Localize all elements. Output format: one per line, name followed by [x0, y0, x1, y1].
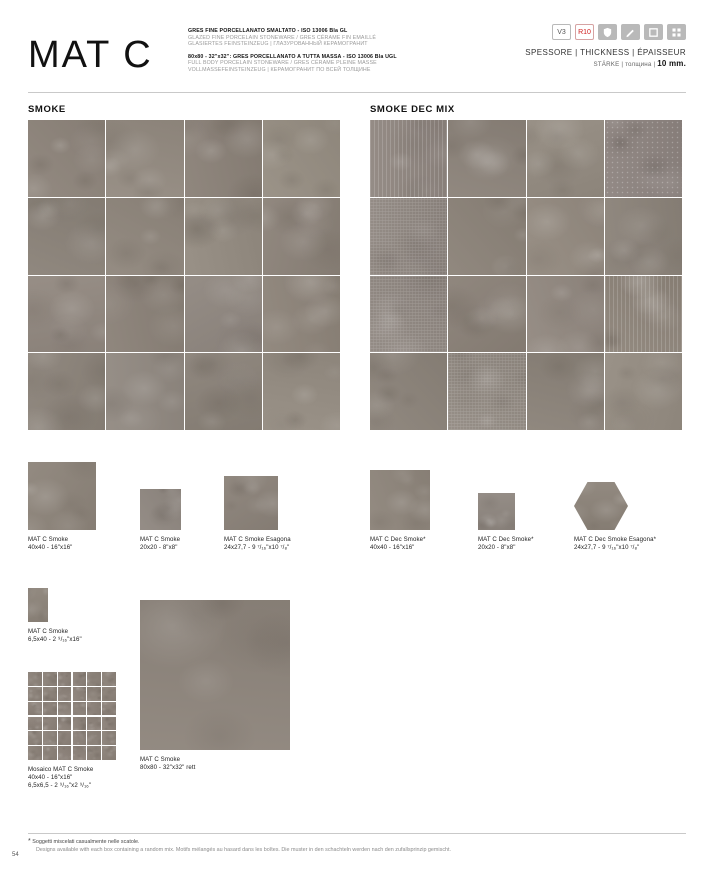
- sample-item: [574, 482, 656, 552]
- footnote-line-1: Soggetti miscelati casualmente nelle scatole.: [32, 839, 140, 846]
- tile-smoke: [106, 276, 183, 353]
- tile-smoke-dec: [448, 353, 525, 430]
- mosaic-cell: [102, 731, 116, 745]
- mosaic-cell: [28, 717, 42, 731]
- tile-smoke-dec: [527, 276, 604, 353]
- sample-name: MAT C Dec Smoke Esagona*: [574, 536, 657, 543]
- mosaic-cell: [87, 687, 101, 701]
- sample-swatch: [370, 470, 430, 530]
- badge-v3: V3: [552, 24, 571, 40]
- mosaic-cell: [58, 717, 72, 731]
- sample-size: 6,5x40 - 2 ⁹/₁₆"x16": [28, 636, 82, 644]
- tile-smoke: [28, 120, 105, 197]
- tile-smoke-dec: [605, 276, 682, 353]
- sample-item: [478, 493, 534, 552]
- mosaic-cell: [73, 731, 87, 745]
- mosaic-cell: [73, 687, 87, 701]
- page-footer: [28, 833, 686, 854]
- sample-size: 24x27,7 - 9 ⁷/₁₆"x10 ⁷/₈": [574, 544, 640, 552]
- mosaic-cell: [43, 717, 57, 731]
- sample-caption: [478, 536, 534, 552]
- tile-smoke: [263, 276, 340, 353]
- tile-smoke-dec: [448, 276, 525, 353]
- mosaic-cell: [43, 672, 57, 686]
- thickness-value: 10 mm.: [657, 59, 686, 68]
- page-number: 54: [12, 852, 19, 858]
- mosaic-cell: [73, 746, 87, 760]
- footer-divider: [28, 833, 686, 834]
- mosaic-cell: [87, 672, 101, 686]
- tile-smoke-dec: [527, 353, 604, 430]
- mosaic-cell: [43, 746, 57, 760]
- sample-name: MAT C Smoke: [28, 628, 69, 635]
- tile-smoke-dec: [370, 120, 447, 197]
- mosaic-cell: [58, 746, 72, 760]
- sample-item: [224, 476, 291, 552]
- tile-smoke: [185, 353, 262, 430]
- mosaic-cell: [87, 702, 101, 716]
- mosaic-cell: [73, 717, 87, 731]
- tile-smoke: [263, 198, 340, 275]
- spec2-line-3: VOLLMASSEFEINSTEINZEUG | КЕРАМОГРАНИТ ПО ВСЕЙ ТОЛЩИНЕ: [188, 66, 371, 73]
- sample-swatch: [140, 489, 181, 530]
- spec-line-3: GLASIERTES FEINSTEINZEUG | ГЛАЗУРОВАННЫЙ КЕРАМОГРАНИТ: [188, 41, 368, 48]
- sample-swatch: [574, 482, 628, 530]
- mosaic-cell: [58, 731, 72, 745]
- mosaic-cell: [43, 702, 57, 716]
- sample-item: [28, 462, 96, 552]
- mosaic-cell: [102, 746, 116, 760]
- page-header: [28, 24, 686, 88]
- tile-smoke-dec: [370, 353, 447, 430]
- mosaic-cell: [102, 717, 116, 731]
- sample-size: 40x40 - 16"x16": [370, 544, 415, 552]
- thickness-label-2: STÄRKE | толщина |: [593, 61, 656, 68]
- header-divider: [28, 92, 686, 93]
- panel-smoke-dec-mix: [370, 120, 682, 430]
- grid-icon: [667, 24, 686, 40]
- tile-smoke: [263, 120, 340, 197]
- pen-icon: [621, 24, 640, 40]
- tile-smoke: [263, 353, 340, 430]
- mosaic-cell: [102, 672, 116, 686]
- section-title-smoke-dec-mix: SMOKE DEC MIX: [370, 104, 455, 115]
- tile-smoke: [106, 198, 183, 275]
- sample-swatch: [28, 588, 48, 622]
- tile-smoke-dec: [448, 198, 525, 275]
- sample-size-sub: 6,5x6,5 - 2 ⁹/₁₆"x2 ⁹/₁₆": [28, 782, 92, 790]
- sample-item: [28, 588, 82, 644]
- tile-smoke: [185, 276, 262, 353]
- mosaic-cell: [58, 687, 72, 701]
- mosaic-cell: [102, 702, 116, 716]
- sample-size: 24x27,7 - 9 ⁷/₁₆"x10 ⁷/₈": [224, 544, 290, 552]
- spec-line-1: GRES FINE PORCELLANATO SMALTATO - ISO 13006 Bla GL: [188, 28, 348, 34]
- sample-caption: [574, 536, 656, 552]
- mosaic-cell: [73, 672, 87, 686]
- sample-swatch: [478, 493, 515, 530]
- section-title-smoke: SMOKE: [28, 104, 66, 115]
- tile-smoke: [106, 353, 183, 430]
- samples-row-2: [28, 588, 428, 798]
- certification-badges: [552, 24, 686, 40]
- sample-size: 40x40 - 16"x16": [28, 774, 73, 782]
- tile-smoke-dec: [605, 198, 682, 275]
- mosaic-cell: [43, 731, 57, 745]
- panel-smoke: [28, 120, 340, 430]
- mosaic-cell: [58, 702, 72, 716]
- tile-smoke: [185, 198, 262, 275]
- mosaic-cell: [87, 731, 101, 745]
- sample-item: [140, 600, 290, 772]
- sample-name: MAT C Smoke: [140, 536, 181, 543]
- sample-size: 80x80 - 32"x32" rett: [140, 764, 196, 772]
- mosaic-cell: [87, 717, 101, 731]
- spec2-line-2: FULL BODY PORCELAIN STONEWARE / GRES CÉRAME PLEINE MASSE: [188, 60, 377, 67]
- square-icon: [644, 24, 663, 40]
- tile-smoke-dec: [527, 120, 604, 197]
- sample-name: Mosaico MAT C Smoke: [28, 766, 94, 773]
- sample-name: MAT C Smoke: [140, 756, 181, 763]
- mosaic-cell: [87, 746, 101, 760]
- tile-smoke: [185, 120, 262, 197]
- sample-swatch: [28, 672, 116, 760]
- shield-icon: [598, 24, 617, 40]
- spec2-line-1: 80x80 - 32"x32": GRES PORCELLANATO A TUTTA MASSA - ISO 13006 Bla UGL: [188, 53, 397, 60]
- mosaic-cell: [73, 702, 87, 716]
- sample-name: MAT C Dec Smoke*: [478, 536, 534, 543]
- mosaic-cell: [43, 687, 57, 701]
- sample-caption: [28, 766, 116, 791]
- page-title: MAT C: [28, 34, 153, 76]
- sample-item: [140, 489, 181, 552]
- mosaic-cell: [58, 672, 72, 686]
- footnote-star: *: [28, 838, 31, 846]
- tile-smoke-dec: [605, 353, 682, 430]
- sample-name: MAT C Smoke Esagona: [224, 536, 291, 543]
- tile-smoke-dec: [370, 198, 447, 275]
- sample-caption: [224, 536, 291, 552]
- sample-caption: [140, 756, 290, 772]
- sample-size: 40x40 - 16"x16": [28, 544, 73, 552]
- mosaic-cell: [28, 672, 42, 686]
- sample-caption: [28, 628, 82, 644]
- sample-caption: [28, 536, 96, 552]
- thickness-label: SPESSORE | THICKNESS | ÉPAISSEUR: [525, 48, 686, 57]
- sample-caption: [140, 536, 181, 552]
- sample-item: [28, 672, 116, 791]
- spec-line-2: GLAZED FINE PORCELAIN STONEWARE / GRES CÉRAME FIN EMAILLÉ: [188, 34, 377, 41]
- sample-caption: [370, 536, 430, 552]
- thickness-block: [525, 48, 686, 68]
- tile-smoke: [28, 276, 105, 353]
- samples-row-1: [28, 452, 688, 572]
- badge-r10: R10: [575, 24, 594, 40]
- footnote-line-2: Designs available with each box containing a random mix. Motifs mélangés au hasard dans les boîtes. Die muster in den schachteln werden nach den zufallsprinzip gemischt.: [36, 846, 452, 853]
- mosaic-cell: [102, 687, 116, 701]
- sample-swatch: [140, 600, 290, 750]
- sample-item: [370, 470, 430, 552]
- tile-smoke: [106, 120, 183, 197]
- tile-smoke-dec: [605, 120, 682, 197]
- sample-name: MAT C Dec Smoke*: [370, 536, 426, 543]
- sample-name: MAT C Smoke: [28, 536, 69, 543]
- tile-smoke-dec: [370, 276, 447, 353]
- sample-swatch: [28, 462, 96, 530]
- sample-size: 20x20 - 8"x8": [478, 544, 516, 552]
- sample-size: 20x20 - 8"x8": [140, 544, 178, 552]
- mosaic-cell: [28, 731, 42, 745]
- tile-smoke-dec: [448, 120, 525, 197]
- tile-smoke-dec: [527, 198, 604, 275]
- mosaic-cell: [28, 702, 42, 716]
- sample-swatch: [224, 476, 278, 530]
- tile-smoke: [28, 353, 105, 430]
- mosaic-cell: [28, 687, 42, 701]
- product-spec-block: [188, 28, 468, 74]
- tile-smoke: [28, 198, 105, 275]
- mosaic-cell: [28, 746, 42, 760]
